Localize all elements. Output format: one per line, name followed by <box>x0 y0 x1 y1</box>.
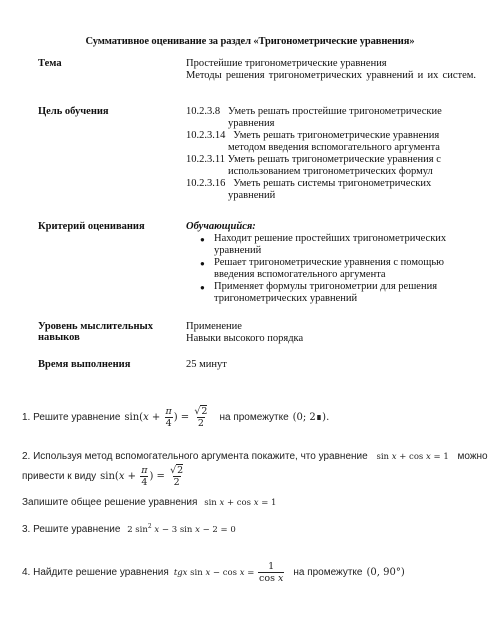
time-label: Время выполнения <box>38 359 131 370</box>
objective-code: 10.2.3.11 <box>186 154 225 165</box>
objective-list <box>186 106 476 202</box>
criteria-heading: Обучающийся: <box>186 221 256 232</box>
task-3-equation: 2 $\sin^2 x - 3$ sin x − 2 = 0 <box>127 523 236 535</box>
objective-cont: уравнения <box>228 118 275 129</box>
objective-cont: уравнений <box>228 190 276 201</box>
task-2-line-2 <box>22 465 185 488</box>
objective-item <box>186 130 476 142</box>
bullet-icon: ● <box>200 283 205 292</box>
topic-line: Простейшие тригонометрические уравнения <box>186 58 387 69</box>
objective-cont: использованием тригонометрических формул <box>228 166 433 177</box>
task-3-prefix: 3. Решите уравнение <box>22 523 121 535</box>
bullet-icon: ● <box>200 235 205 244</box>
topic-value <box>186 58 476 82</box>
task-2-text: Запишите общее решение уравнения <box>22 497 198 508</box>
objective-text: Уметь решать простейшие тригонометрические <box>228 106 442 117</box>
task-4-interval: (0, 90°) <box>366 567 405 578</box>
task-1-interval: (0; 2∎). <box>292 412 330 423</box>
task-4-equation: tgx sin x − cos x = $\frac{1}{\text{cos x}}$ <box>173 561 284 584</box>
topic-line: Методы решения тригонометрических уравнений и их систем. <box>186 70 476 81</box>
criteria-text: Применяет формулы тригонометрии для решения тригонометрических уравнений <box>214 281 438 304</box>
objective-text: Уметь решать системы тригонометрических <box>233 178 432 189</box>
level-line: Применение <box>186 321 242 332</box>
level-label <box>38 321 174 343</box>
topic-label: Тема <box>38 58 62 69</box>
criteria-text: Находит решение простейших тригонометрических уравнений <box>214 233 447 256</box>
task-4-suffix: на промежутке <box>293 567 363 578</box>
criteria-item <box>186 257 476 281</box>
task-1-suffix: на промежутке <box>219 412 289 423</box>
task-3 <box>22 523 236 535</box>
time-value: 25 минут <box>186 359 227 370</box>
objective-label: Цель обучения <box>38 106 109 117</box>
objective-code: 10.2.3.14 <box>186 130 226 141</box>
criteria-item <box>186 233 476 257</box>
criteria-text: Решает тригонометрические уравнения с помощью введения вспомогательного аргумента <box>214 257 444 280</box>
task-2-text-end: можно <box>457 451 488 462</box>
criteria-label: Критерий оценивания <box>38 221 145 232</box>
criteria-item <box>186 281 476 305</box>
page-title: Суммативное оценивание за раздел «Тригонометрические уравнения» <box>85 36 415 47</box>
task-2-equation-2: sin x + cos x = 1 <box>204 498 277 508</box>
task-4 <box>22 561 405 584</box>
task-2-line-1 <box>22 451 488 462</box>
task-2-text: 2. Используя метод вспомогательного аргумента покажите, что уравнение <box>22 451 368 462</box>
objective-item <box>186 154 476 166</box>
objective-cont: методом введения вспомогательного аргумента <box>228 142 440 153</box>
task-2-line-3 <box>22 497 276 508</box>
task-4-prefix: 4. Найдите решение уравнения <box>22 567 169 578</box>
bullet-icon: ● <box>200 259 205 268</box>
task-2-form: sin( x + $\frac{\pi}{4}$ ) = $\frac{√2}{2}$ <box>100 465 184 488</box>
task-2-text: привести к виду <box>22 471 97 482</box>
objective-code: 10.2.3.8 <box>186 106 221 117</box>
objective-item <box>186 178 476 190</box>
objective-text: Уметь решать тригонометрические уравнения с <box>227 154 441 165</box>
level-label-line: навыков <box>38 332 80 343</box>
objective-item <box>186 106 476 118</box>
level-value <box>186 321 476 345</box>
level-label-line: Уровень мыслительных <box>38 321 153 332</box>
task-1-prefix: 1. Решите уравнение <box>22 412 121 423</box>
level-line: Навыки высокого порядка <box>186 333 304 344</box>
task-1 <box>22 406 329 429</box>
criteria-block <box>186 221 476 305</box>
task-1-equation: sin( x + $\frac{\pi}{4}$ ) = $\frac{√2}{2}$ <box>124 406 208 429</box>
objective-code: 10.2.3.16 <box>186 178 226 189</box>
objective-text: Уметь решать тригонометрические уравнения <box>233 130 440 141</box>
task-2-equation: sin x + cos x = 1 <box>376 452 449 462</box>
